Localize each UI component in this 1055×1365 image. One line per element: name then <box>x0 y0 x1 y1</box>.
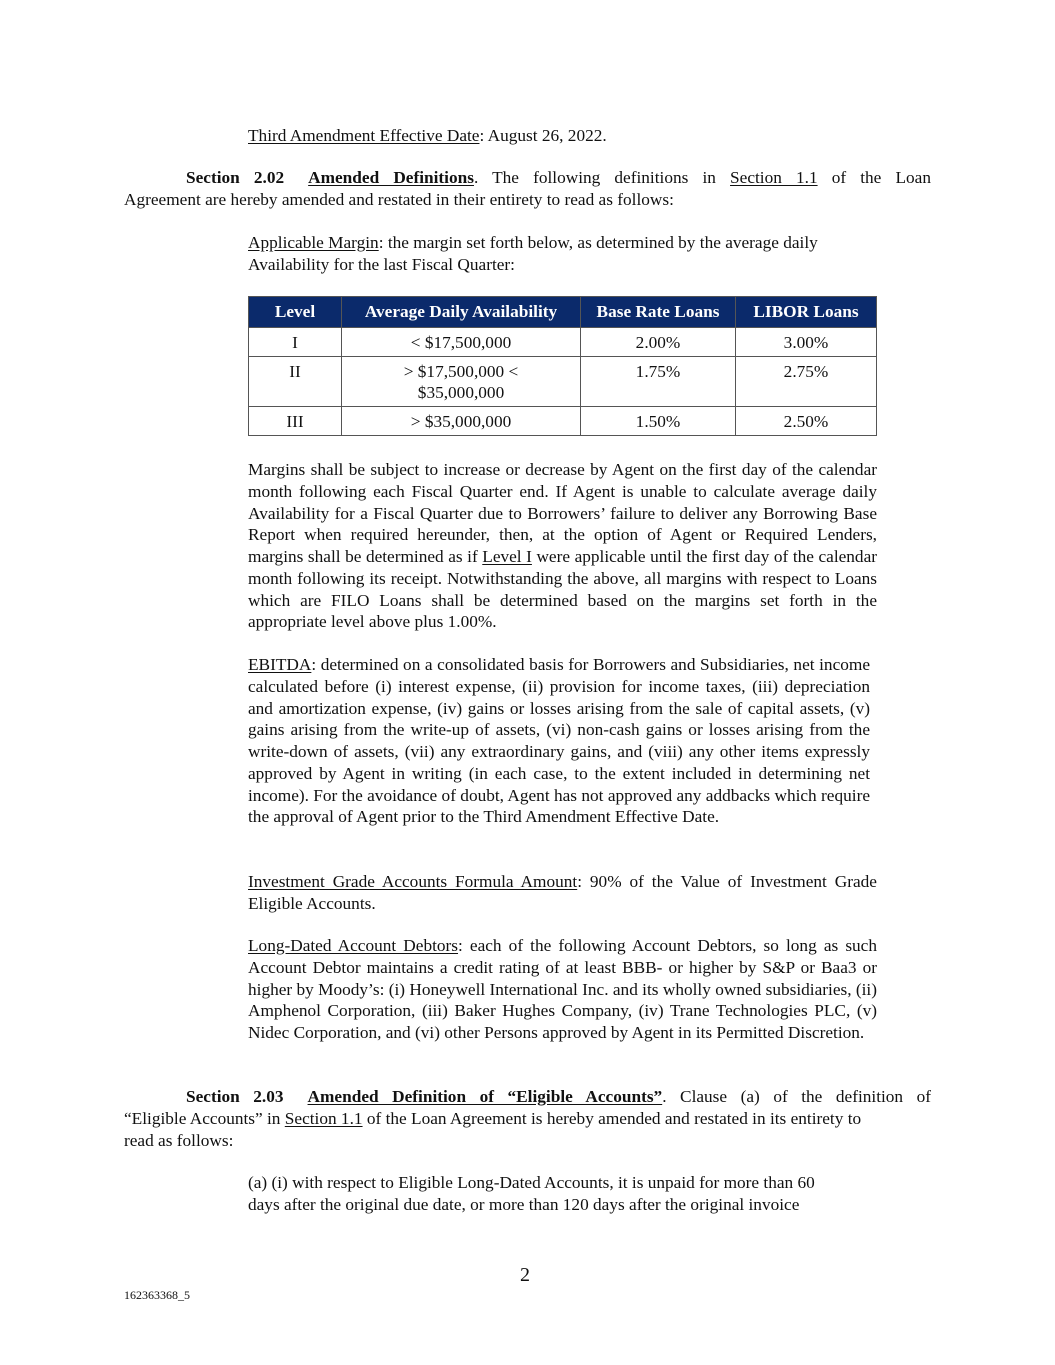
clause-a-line1: (a) (i) with respect to Eligible Long-Dated Accounts, it is unpaid for more than 60 <box>248 1173 815 1192</box>
cell-base-rate: 2.00% <box>581 328 736 357</box>
section-2-03-line2 <box>124 1108 861 1130</box>
applicable-margin-line1 <box>248 232 818 254</box>
cell-availability: < $17,500,000 <box>342 328 581 357</box>
section-2-03-line2-a: “Eligible Accounts” in <box>124 1109 285 1128</box>
effective-date-text: : August 26, 2022. <box>479 126 607 145</box>
ebitda-text: : determined on a consolidated basis for Borrowers and Subsidiaries, net income calculated before (i) interest expense, (ii) provision for income taxes, (iii) depreciation and amortization expense, (iv) gains or losses arising from the sale of capital assets, (v) gains arising from the write-up of assets, (vi) non-cash gains or losses arising from the write-down of assets, (vii) any extraordinary gains, and (viii) any other items expressly approved by Agent in writing (in each case, to the extent included in determining net income). For the avoidance of doubt, Agent has not approved any addbacks which require the approval of Agent prior to the Third Amendment Effective Date. <box>248 655 870 827</box>
cell-availability-line2: $35,000,000 <box>417 383 505 402</box>
ebitda-definition <box>248 654 870 828</box>
investment-grade-term: Investment Grade Accounts Formula Amount <box>248 872 578 891</box>
cell-level: III <box>249 407 342 436</box>
table-row <box>249 328 877 357</box>
applicable-margin-table <box>248 296 877 436</box>
applicable-margin-term: Applicable Margin <box>248 233 379 252</box>
cell-level: I <box>249 328 342 357</box>
document-id: 162363368_5 <box>124 1288 190 1302</box>
section-2-03-number: Section 2.03 <box>186 1087 284 1106</box>
section-2-03-heading <box>124 1086 931 1108</box>
header-base-rate: Base Rate Loans <box>581 297 736 328</box>
cell-base-rate: 1.50% <box>581 407 736 436</box>
cell-base-rate: 1.75% <box>581 357 736 407</box>
table-row <box>249 407 877 436</box>
applicable-margin-line2: Availability for the last Fiscal Quarter: <box>248 255 515 274</box>
cell-libor: 3.00% <box>736 328 877 357</box>
section-2-02-number: Section 2.02 <box>186 168 285 187</box>
cell-libor: 2.75% <box>736 357 877 407</box>
margins-text-part1: Margins shall be subject to increase or decrease by Agent on the first day of the calendar month following each Fiscal Quarter end. If Agent is unable to calculate average daily Availability for a Fiscal Quarter due to Borrowers’ failure to deliver any Borrowing Base Report when required hereunder, then, at the option of Agent or Required Lenders, margins shall be determined as if <box>248 460 877 566</box>
ebitda-term: EBITDA <box>248 655 312 674</box>
page-number: 2 <box>520 1264 530 1286</box>
margins-paragraph <box>248 459 877 633</box>
cell-level: II <box>249 357 342 407</box>
header-level: Level <box>249 297 342 328</box>
long-dated-term: Long-Dated Account Debtors <box>248 936 459 955</box>
table-row <box>249 357 877 407</box>
cell-availability-line1: > $17,500,000 < <box>403 362 519 381</box>
cell-availability: > $35,000,000 <box>342 407 581 436</box>
section-2-02-lead: . The following definitions in <box>473 168 731 187</box>
section-2-02-line2: Agreement are hereby amended and restated in their entirety to read as follows: <box>124 190 674 209</box>
section-2-02-heading <box>124 167 931 189</box>
investment-grade-text: : 90% of the Value of Investment Grade Eligible Accounts. <box>248 872 877 913</box>
long-dated-definition <box>248 935 877 1044</box>
investment-grade-definition <box>248 871 877 915</box>
section-2-03-lead: . Clause (a) of the definition of <box>662 1087 932 1106</box>
section-2-02-rest: of the Loan <box>817 168 931 187</box>
header-libor: LIBOR Loans <box>736 297 877 328</box>
effective-date-line <box>248 125 607 147</box>
section-2-02-title: Amended Definitions <box>308 168 474 187</box>
section-2-03-title: Amended Definition of “Eligible Accounts” <box>307 1087 663 1106</box>
cell-availability <box>342 357 581 407</box>
cell-libor: 2.50% <box>736 407 877 436</box>
long-dated-text: : each of the following Account Debtors, so long as such Account Debtor maintains a credit rating of at least BBB- or higher by S&P or Baa3 or higher by Moody’s: (i) Honeywell International Inc. and its wholly owned subsidiaries, (ii) Amphenol Corporation, (iii) Baker Hughes Company, (iv) Trane Technologies PLC, (v) Nidec Corporation, and (vi) other Persons approved by Agent in its Permitted Discretion. <box>248 936 877 1042</box>
section-2-03-line2-b: of the Loan Agreement is hereby amended and restated in its entirety to <box>362 1109 862 1128</box>
effective-date-term: Third Amendment Effective Date <box>248 126 480 145</box>
header-availability: Average Daily Availability <box>342 297 581 328</box>
section-1-1-link: Section 1.1 <box>730 168 818 187</box>
level-i-reference: Level I <box>482 547 532 566</box>
section-1-1-link: Section 1.1 <box>284 1109 363 1128</box>
margins-text-part2: were applicable until the first day of the calendar month following its receipt. Notwithstanding the above, all margins with respect to Loans which are FILO Loans shall be determined based on the margins set forth in the appropriate level above plus 1.00%. <box>248 547 877 632</box>
section-2-03-line3: read as follows: <box>124 1131 234 1150</box>
applicable-margin-text: : the margin set forth below, as determined by the average daily <box>378 233 818 252</box>
table-header-row <box>249 297 877 328</box>
clause-a-line2: days after the original due date, or more than 120 days after the original invoice <box>248 1195 800 1214</box>
